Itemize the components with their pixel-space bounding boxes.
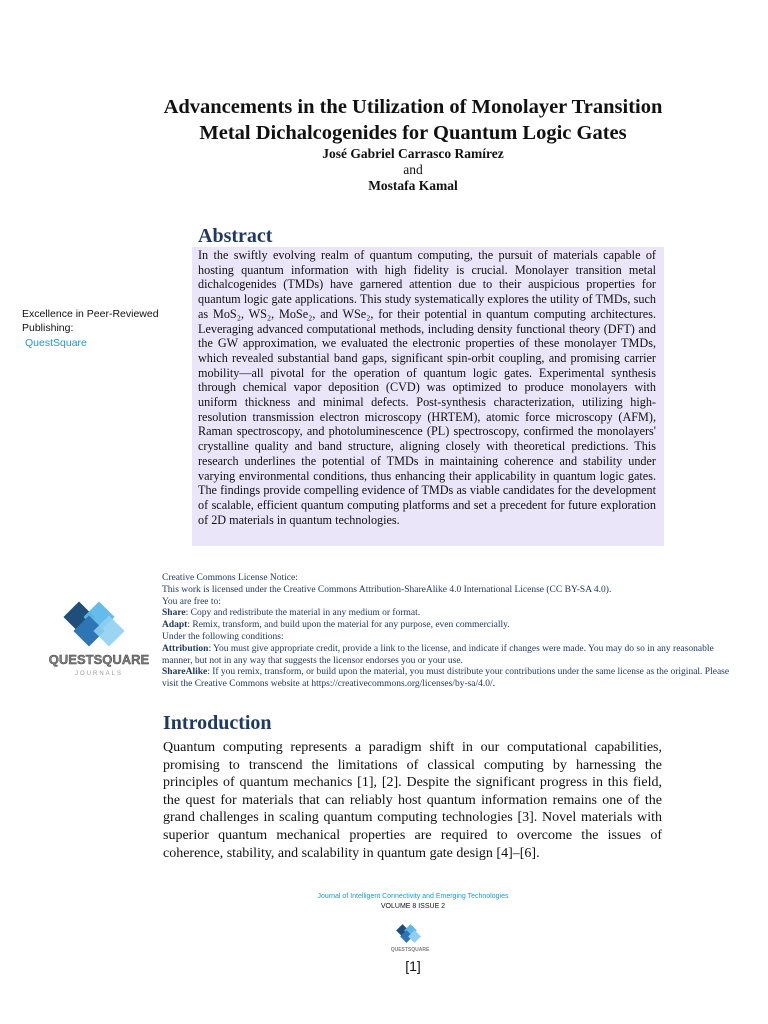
license-share: Share: Copy and redistribute the material in any medium or format. <box>162 608 421 619</box>
footer-logo-wordmark: QUESTSQUARE <box>390 947 430 953</box>
author-second: Mostafa Kamal <box>368 178 458 193</box>
page-number: [1] <box>405 958 421 974</box>
abstract-text: In the swiftly evolving realm of quantum computing, the pursuit of materials capable of hosting quantum information with high fidelity is crucial. Monolayer transition metal dichalcogenides (TMDs) have garnered attention due to their auspicious properties for quantum logic gate applications. This study systematically explores the utility of TMDs, such as MoS₂, WS₂, MoSe₂, and WSe₂, for their potential in quantum computing architectures. Leveraging advanced computational methods, including density functional theory (DFT) and the GW approximation, we evaluated the electronic properties of these monolayer TMDs, which revealed substantial band gaps, significant spin-orbit coupling, and promising carrier mobility—all pivotal for the operation of quantum logic gates. Experimental synthesis through chemical vapor deposition (CVD) was optimized to produce monolayers with uniform thickness and minimal defects. Post-synthesis characterization, utilizing high-resolution transmission electron microscopy (HRTEM), atomic force microscopy (AFM), Raman spectroscopy, and photoluminescence (PL) spectroscopy, confirmed the monolayers' crystalline quality and band structure, aligning closely with theoretical predictions. This research underlines the potential of TMDs in maintaining coherence and stability under varying environmental conditions, thus enhancing their applicability in quantum logic gates. The findings provide compelling evidence of TMDs as viable candidates for the development of scalable, efficient quantum computing platforms and set a precedent for future exploration of 2D materials in quantum technologies. <box>198 248 656 527</box>
logo-tagline: JOURNALS <box>74 671 124 677</box>
abstract-heading: Abstract <box>198 225 273 247</box>
license-conditions: Under the following conditions: <box>162 631 284 642</box>
license-heading: Creative Commons License Notice: <box>162 573 298 583</box>
paper-title: Advancements in the Utilization of Monolayer Transition Metal Dichalcogenides for Quantum Logic Gates <box>163 96 663 144</box>
title-block <box>150 94 676 194</box>
page-footer <box>0 892 768 912</box>
logo-wordmark: QUESTSQUARE <box>48 652 150 667</box>
sidebar-brand-link[interactable]: QuestSquare <box>25 337 87 349</box>
sidebar-note <box>22 307 172 350</box>
introduction-text: Quantum computing represents a paradigm shift in our computational capabilities, promising to transcend the limitations of classical computing by harnessing the principles of quantum mechanics [1], [2]. Despite the significant progress in this field, the quest for materials that can reliably host quantum information remains one of the grand challenges in scaling quantum computing technologies [3]. Novel materials with superior quantum mechanical properties are required to overcome the issues of coherence, stability, and scalability in quantum gate design [4]–[6]. <box>163 740 662 861</box>
license-adapt: Adapt: Remix, transform, and build upon the material for any purpose, even commercially. <box>162 620 510 631</box>
license-free-to: You are free to: <box>162 596 221 607</box>
author-first: José Gabriel Carrasco Ramírez <box>322 146 504 161</box>
logo-diamonds-icon <box>63 601 124 646</box>
introduction-heading: Introduction <box>163 712 272 734</box>
sidebar-line: Excellence in Peer-Reviewed Publishing: <box>22 308 159 334</box>
license-notice <box>162 573 737 691</box>
volume-issue: VOLUME 8 ISSUE 2 <box>380 903 446 910</box>
license-attribution: Attribution: You must give appropriate credit, provide a link to the license, and indicate if changes were made. You may do so in any reasonable manner, but not in any way that suggests the licensor endorses you or your use. <box>162 643 714 666</box>
license-statement: This work is licensed under the Creative Commons Attribution-ShareAlike 4.0 International License (CC BY-SA 4.0). <box>162 584 612 595</box>
journal-name: Journal of Intelligent Connectivity and Emerging Technologies <box>317 893 509 900</box>
license-sharealike: ShareAlike: If you remix, transform, or build upon the material, you must distribute your contributions under the same license as the original. Please visit the Creative Commons website at https://creativecommons.org/licenses/by-sa/4.0/. <box>162 667 730 690</box>
questsquare-logo <box>44 600 154 680</box>
author-conjunction: and <box>403 162 423 177</box>
footer-logo-icon <box>389 924 431 956</box>
